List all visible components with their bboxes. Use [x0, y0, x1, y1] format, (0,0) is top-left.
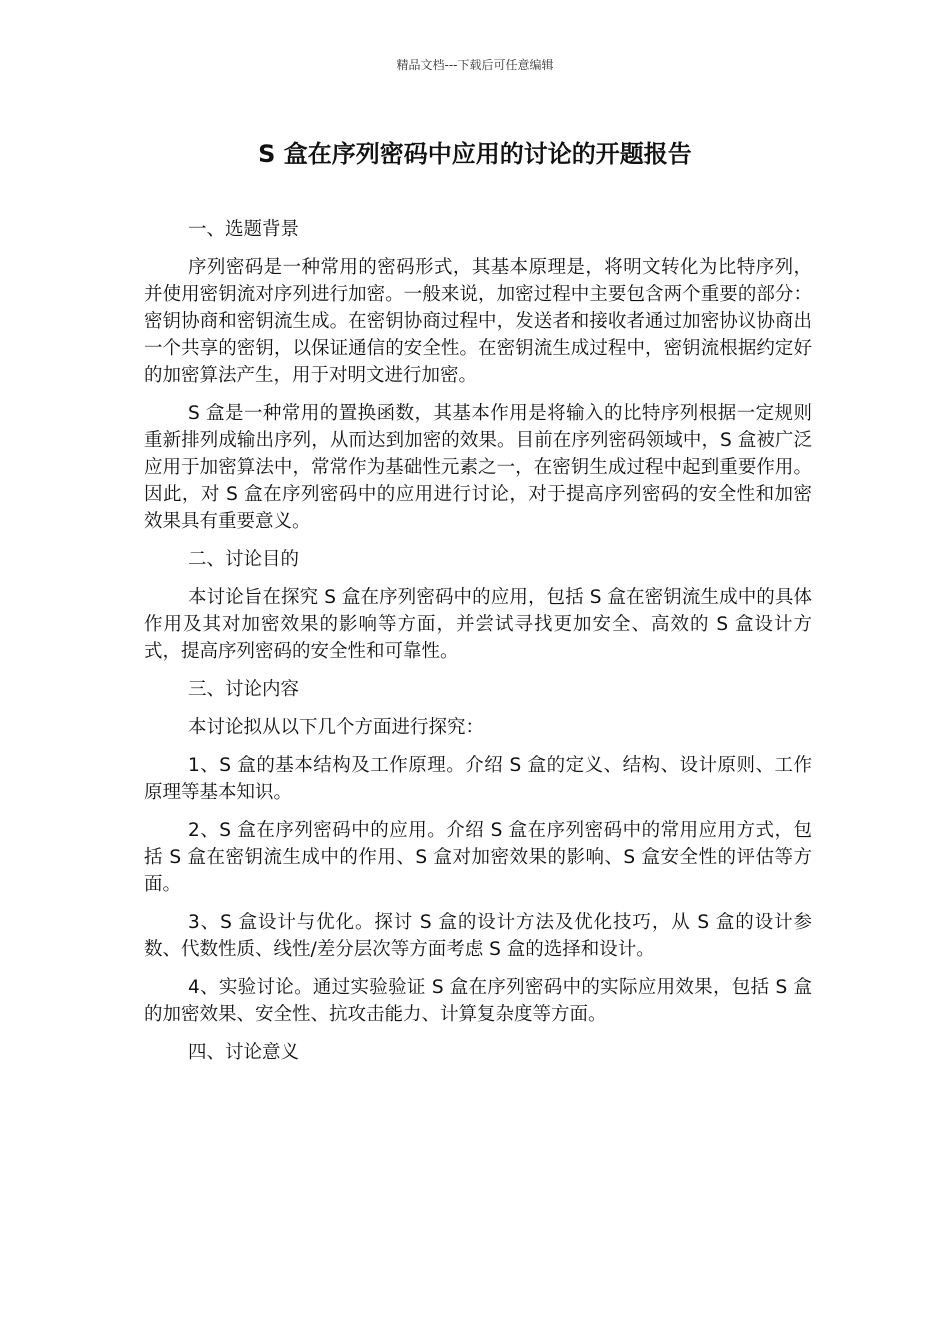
list-item: 4、实验讨论。通过实验验证 S 盒在序列密码中的实际应用效果，包括 S 盒的加密效果、安全性、抗攻击能力、计算复杂度等方面。 [144, 977, 812, 1025]
list-item: 1、S 盒的基本结构及工作原理。介绍 S 盒的定义、结构、设计原则、工作原理等基本知识。 [144, 755, 812, 803]
document-body [144, 216, 812, 1077]
paragraph-background-2: S 盒是一种常用的置换函数，其基本作用是将输入的比特序列根据一定规则重新排列成输出序列，从而达到加密的效果。目前在序列密码领域中，S 盒被广泛应用于加密算法中，常常作为基础性元素之一，在密钥生成过程中起到重要作用。因此，对 S 盒在序列密码中的应用进行讨论，对于提高序列密码的安全性和加密效果具有重要意义。 [144, 403, 812, 532]
paragraph-purpose: 本讨论旨在探究 S 盒在序列密码中的应用，包括 S 盒在密钥流生成中的具体作用及其对加密效果的影响等方面，并尝试寻找更加安全、高效的 S 盒设计方式，提高序列密码的安全性和可靠性。 [144, 587, 812, 662]
paragraph-content-intro: 本讨论拟从以下几个方面进行探究： [188, 717, 485, 738]
section-heading-background: 一、选题背景 [188, 219, 300, 240]
header-note: 精品文档---下载后可任意编辑 [396, 58, 554, 72]
paragraph-background-1: 序列密码是一种常用的密码形式，其基本原理是，将明文转化为比特序列，并使用密钥流对序列进行加密。一般来说，加密过程中主要包含两个重要的部分：密钥协商和密钥流生成。在密钥协商过程中，发送者和接收者通过加密协议协商出一个共享的密钥，以保证通信的安全性。在密钥流生成过程中，密钥流根据约定好的加密算法产生，用于对明文进行加密。 [144, 257, 812, 386]
list-item: 2、S 盒在序列密码中的应用。介绍 S 盒在序列密码中的常用应用方式，包括 S 盒在密钥流生成中的作用、S 盒对加密效果的影响、S 盒安全性的评估等方面。 [144, 820, 812, 895]
section-heading-significance: 四、讨论意义 [188, 1042, 300, 1063]
section-heading-content: 三、讨论内容 [188, 679, 300, 700]
section-heading-purpose: 二、讨论目的 [188, 549, 300, 570]
list-item: 3、S 盒设计与优化。探讨 S 盒的设计方法及优化技巧，从 S 盒的设计参数、代数性质、线性/差分层次等方面考虑 S 盒的选择和设计。 [144, 912, 812, 960]
document-title: S 盒在序列密码中应用的讨论的开题报告 [258, 140, 692, 168]
